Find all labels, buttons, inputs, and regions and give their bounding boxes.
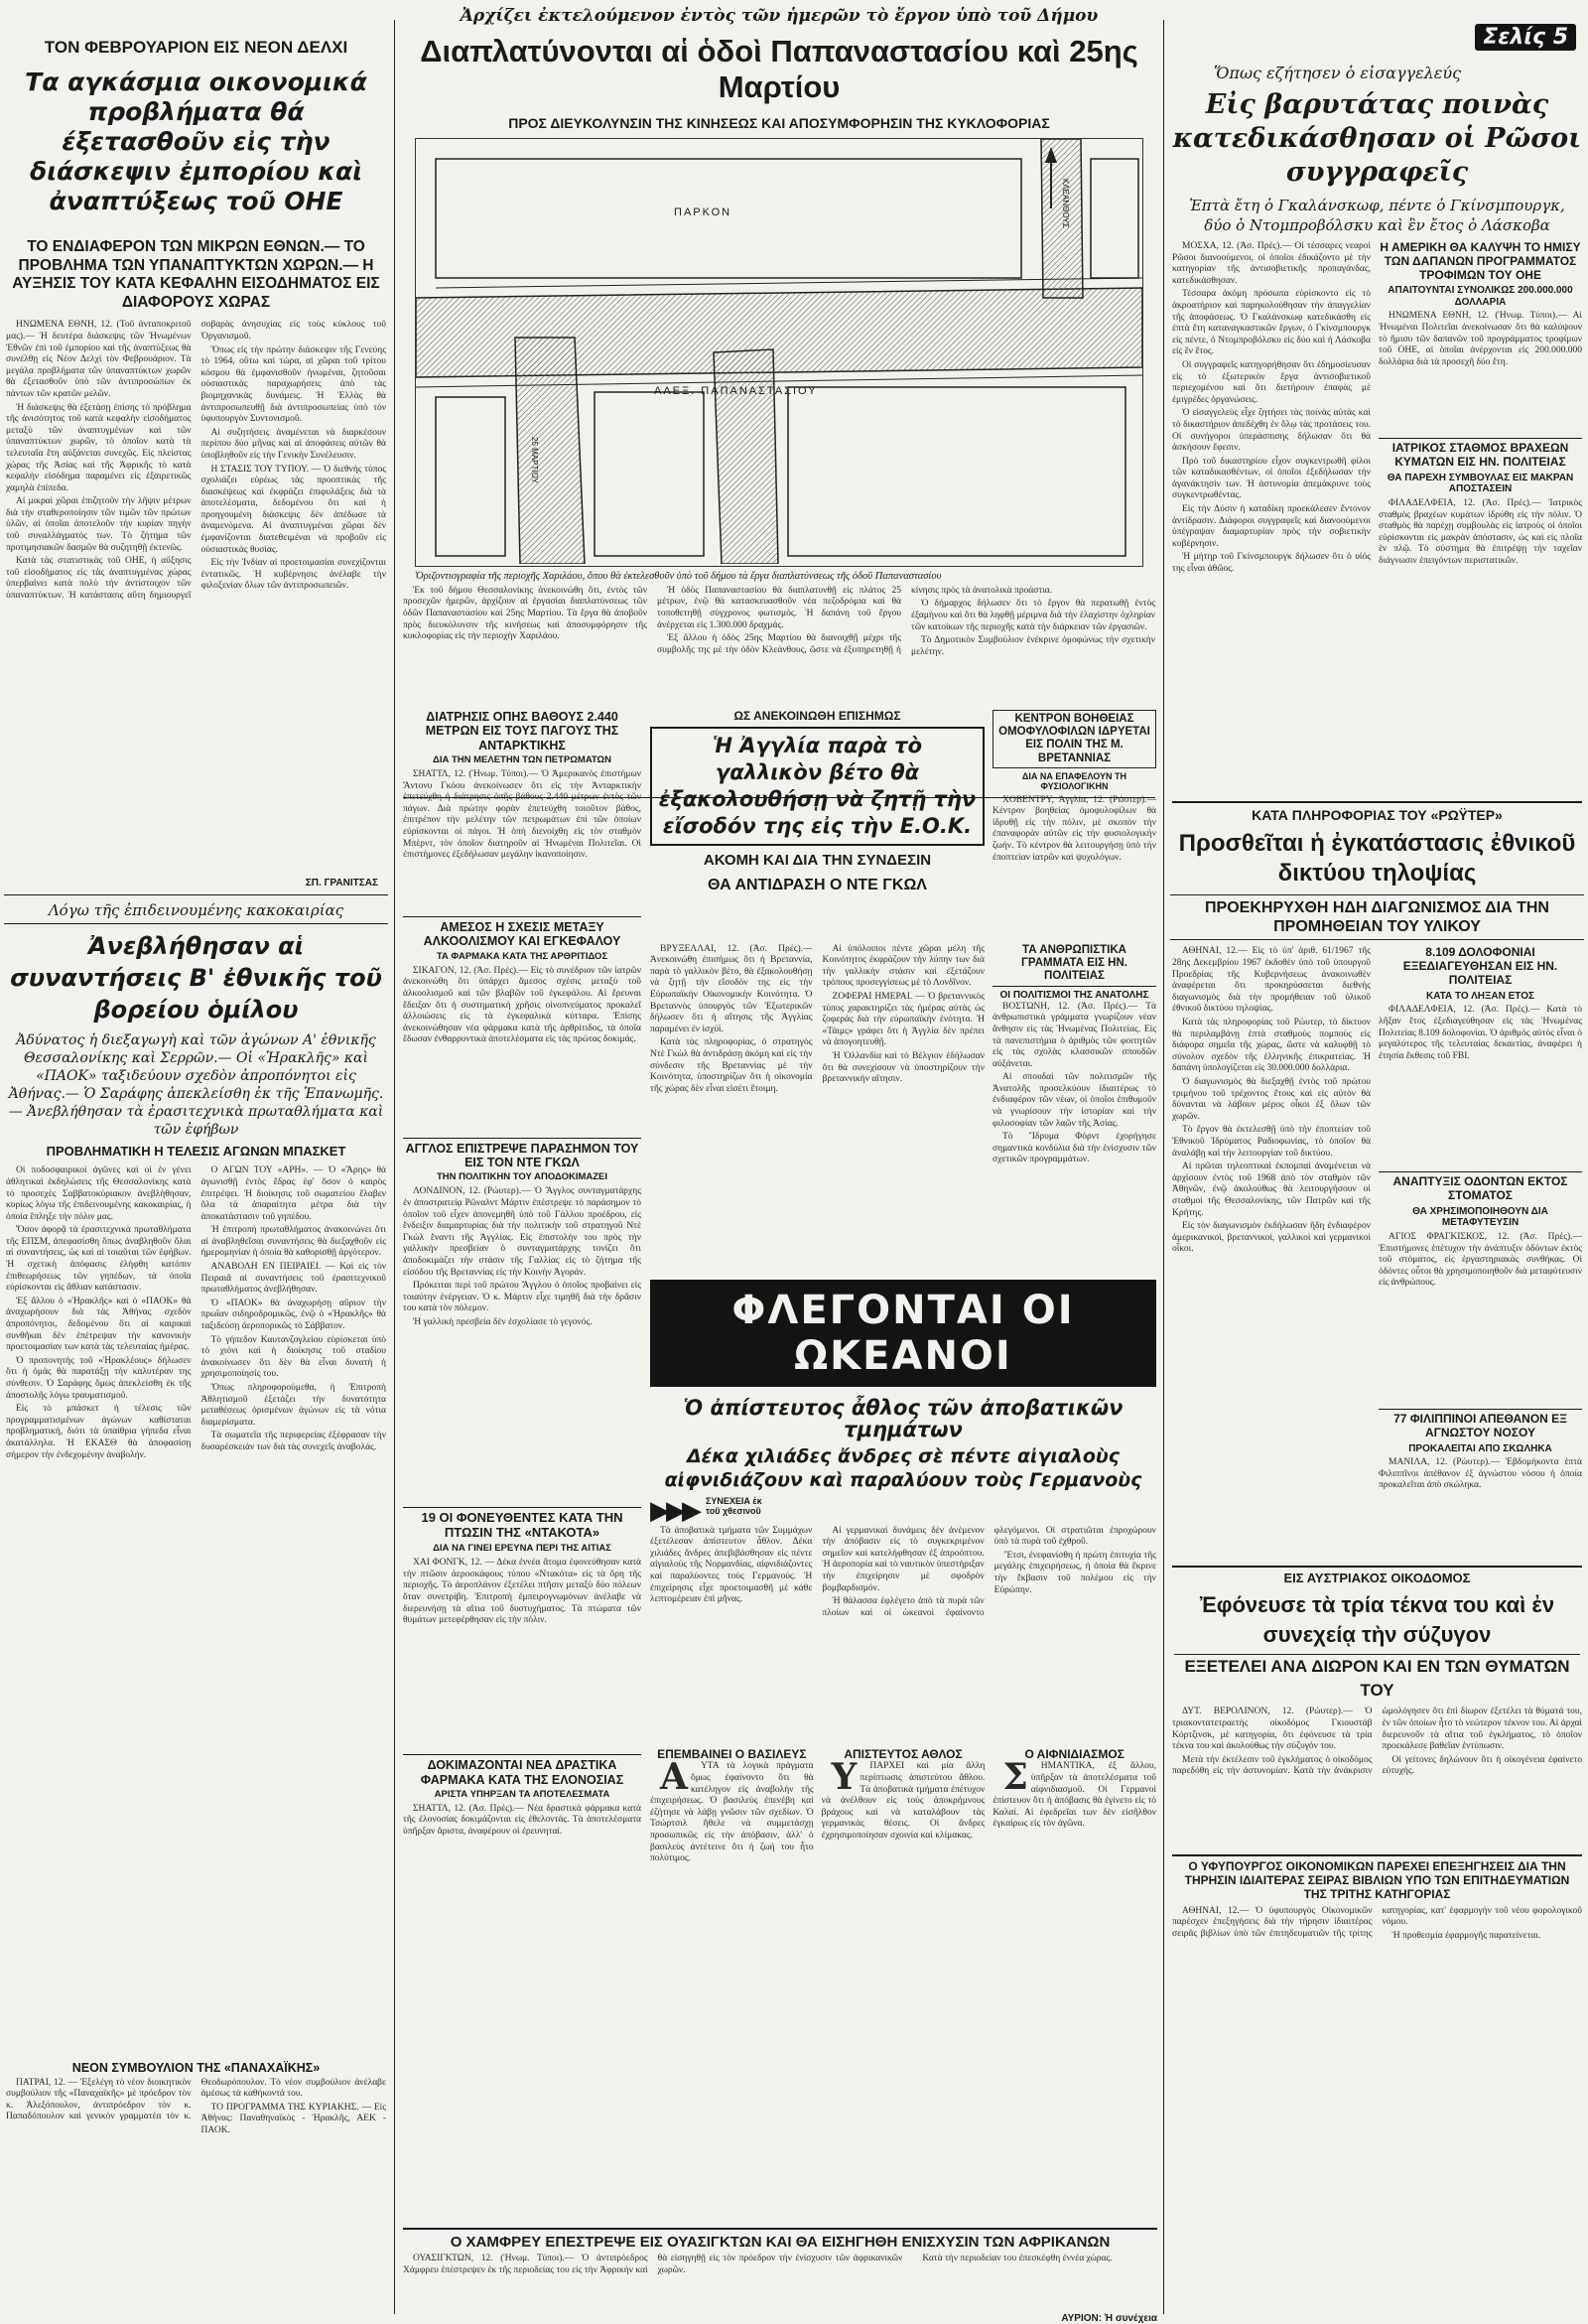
center-body: ΧΟΒΕΝΤΡΥ, Ἀγγλία, 12. (Ρώυτερ).— Κέντρον βοηθείας ὁμοφυλοφίλων θὰ ἱδρυθῇ εἰς τὴν πόλιν, μὲ σκοπὸν τὴν ἐπαναφορὰν αὐτῶν εἰς τὴν φυσιολογικὴν ζωήν. Τὸ κέντρον θὰ λειτουργήσῃ ὑπὸ τὴν ἐποπτείαν ἰατρῶν καὶ ψυχολόγων. <box>992 794 1156 863</box>
surprise-section <box>992 1748 1156 1961</box>
sports-kicker: Λόγω τῆς ἐπιδεινουμένης κακοκαιρίας <box>48 901 344 920</box>
surprise-headline: Ο ΑΙΦΝΙΔΙΑΣΜΟΣ <box>1024 1746 1125 1761</box>
map-caption: Ὁριζοντιογραφία τῆς περιοχῆς Χαριλάου, ὅπου θὰ ἐκτελεσθοῦν ὑπὸ τοῦ δήμου τὰ ἔργα διαπλατύνσεως τῆς ὁδοῦ Παπαναστασίου <box>415 570 942 582</box>
divider <box>1172 801 1582 803</box>
divider <box>403 1754 641 1755</box>
dropcap: Σ <box>1002 1761 1028 1799</box>
king-section <box>650 1748 814 1961</box>
kicker: Ἀρχίζει ἐκτελούμενον ἐντὸς τῶν ἡμερῶν τὸ ἔργον ὑπὸ τοῦ Δήμου <box>460 6 1099 26</box>
drill-subhead: ΔΙΑ ΤΗΝ ΜΕΛΕΤΗΝ ΤΩΝ ΠΕΤΡΩΜΑΤΩΝ <box>432 754 611 766</box>
oceans-sections <box>650 1748 1156 1961</box>
hamfrey-headline: Ο ΧΑΜΦΡΕΥ ΕΠΕΣΤΡΕΨΕ ΕΙΣ ΟΥΑΣΙΓΚΤΩΝ ΚΑΙ ΘΑ ΕΙΣΗΓΗΘΗ ΕΝΙΣΧΥΣΙΝ ΤΩΝ ΑΦΡΙΚΑΝΩΝ <box>450 2234 1111 2251</box>
tomorrow-label: ΑΥΡΙΟΝ: Ἡ συνέχεια <box>1061 2313 1157 2324</box>
official-row <box>650 710 1156 944</box>
arrow-icon: ▶▶▶ <box>650 1495 698 1526</box>
headline: Διαπλατύνονται αἱ ὁδοὶ Παπαναστασίου καὶ 25ης Μαρτίου <box>420 34 1138 104</box>
finance-body: ΑΘΗΝΑΙ, 12.— Ὁ ὑφυπουργὸς Οἰκονομικῶν παρέσχεν ἐπεξηγήσεις διὰ τὴν τήρησιν ἰδιαιτέρας σειρᾶς βιβλίων ὑπὸ τῶν ἐπιτηδευματιῶν τῆς τρίτης κατηγορίας, κατ' ἐφαρμογὴν τοῦ νέου φορολογικοῦ νόμου. Ἡ προθεσμία ἐφαρμογῆς παρατείνεται. <box>1172 1905 1582 1941</box>
drill-headline: ΔΙΑΤΡΗΣΙΣ ΟΠΗΣ ΒΑΘΟΥΣ 2.440 ΜΕΤΡΩΝ ΕΙΣ ΤΟΥΣ ΠΑΓΟΥΣ ΤΗΣ ΑΝΤΑΡΚΤΙΚΗΣ <box>425 710 619 752</box>
street-map-drawing <box>416 139 1142 564</box>
divider <box>1379 1171 1582 1172</box>
subhead: ΤΟ ΕΝΔΙΑΦΕΡΟΝ ΤΩΝ ΜΙΚΡΩΝ ΕΘΝΩΝ.— ΤΟ ΠΡΟΒΛΗΜΑ ΤΩΝ ΥΠΑΝΑΠΤΥΚΤΩΝ ΧΩΡΩΝ.— Η ΑΥΞΗΣΙΣ ΤΟΥ ΚΑΤΑ ΚΕΦΑΛΗΝ ΕΙΣΟΔΗΜΑΤΟΣ ΕΙΣ ΔΙΑΦΟΡΟΥΣ ΧΩΡΑΣ <box>12 238 380 311</box>
usa-subhead: ΑΠΑΙΤΟΥΝΤΑΙ ΣΥΝΟΛΙΚΩΣ 200.000.000 ΔΟΛΛΑΡΙΑ <box>1388 285 1573 308</box>
oceans-row <box>650 1496 1156 1526</box>
lead-headline: Εἰς βαρυτάτας ποινὰς κατεδικάσθησαν οἱ Ρῶσοι συγγραφεῖς <box>1172 89 1582 188</box>
official-kicker: ΩΣ ΑΝΕΚΟΙΝΩΘΗ ΕΠΙΣΗΜΩΣ <box>733 709 901 723</box>
roads-headline: ΑΝΑΠΤΥΞΙΣ ΟΔΟΝΤΩΝ ΕΚΤΟΣ ΣΤΟΜΑΤΟΣ <box>1392 1174 1568 1203</box>
sports-section-2: ΝΕΟΝ ΣΥΜΒΟΥΛΙΟΝ ΤΗΣ «ΠΑΝΑΧΑΪΚΗΣ» <box>71 2061 321 2076</box>
austrian-body: ΔΥΤ. ΒΕΡΟΛΙΝΟΝ, 12. (Ρώυτερ).— Ὁ τριακοντατετραετὴς οἰκοδόμος Γκιουστάβ Κόρτζινσκ, μὲ κατηγορία, ὅτι ἐφόνευσε τὰ τρία τέκνα του καὶ ἀκολούθως τὴν σύζυγόν του. Μετὰ τὴν ἐκτέλεσιν τοῦ ἐγκλήματος ὁ οἰκοδόμος παρεδόθη εἰς τὴν ἀστυνομίαν. Κατὰ τὴν ἀνάκρισιν ὡμολόγησεν ὅτι ἐπὶ δίωρον ἐξετέλει τὰ θύματά του, ἐν τῶν ὁποίων ἦτο τὸ νεώτερον τέκνον του. Αἱ ἀρχαὶ διερευνοῦν τὰ αἴτια τοῦ ἐγκλήματος, τὸ ὁποῖον προεκάλεσε βαθεῖαν ἐντύπωσιν. Οἱ γείτονες δηλώνουν ὅτι ἡ οἰκογένεια ἐφαίνετο εὐτυχής. <box>1172 1707 1582 1777</box>
tax-headline: ΤΑ ΑΝΘΡΩΠΙΣΤΙΚΑ ΓΡΑΜΜΑΤΑ ΕΙΣ ΗΝ. ΠΟΛΙΤΕΙΑΣ <box>1021 943 1127 982</box>
sports-body-2: ΠΑΤΡΑΙ, 12. — Ἐξελέγη τὸ νέον διοικητικὸν συμβούλιον τῆς «Παναχαϊκῆς» μὲ πρόεδρον τὸν κ. Ἀλεξόπουλον, ἀντιπρόεδρον τὸν κ. Παπαδόπουλον καὶ γενικὸν γραμματέα τὸν κ. Θεοδωρόπουλον. Τὸ νέον συμβούλιον ἀνέλαβε ἀμέσως τὰ καθήκοντά του. ΤΟ ΠΡΟΓΡΑΜΜΑ ΤΗΣ ΚΥΡΙΑΚΗΣ. — Εἰς Ἀθήνας: Παναθηναϊκὸς - Ἡρακλῆς, ΑΕΚ - ΠΑΟΚ. <box>6 2077 386 2136</box>
austrian-kicker: ΕΙΣ ΑΥΣΤΡΙΑΚΟΣ ΟΙΚΟΔΟΜΟΣ <box>1283 1571 1471 1586</box>
divider <box>403 916 641 917</box>
column-rule <box>394 20 395 2314</box>
king-headline: ΕΠΕΜΒΑΙΝΕΙ Ο ΒΑΣΙΛΕΥΣ <box>657 1746 807 1761</box>
killed-headline: 19 ΟΙ ΦΟΝΕΥΘΕΝΤΕΣ ΚΑΤΑ ΤΗΝ ΠΤΩΣΙΝ ΤΗΣ «ΝΤΑΚΟΤΑ» <box>421 1510 623 1541</box>
eec-subhead-1: ΑΚΟΜΗ ΚΑΙ ΔΙΑ ΤΗΝ ΣΥΝΔΕΣΙΝ <box>703 851 932 869</box>
sports-headline: Ἀνεβλήθησαν αἱ συναντήσεις Β' ἐθνικῆς τοῦ βορείου ὁμίλου <box>10 932 382 1025</box>
center-article <box>992 710 1156 944</box>
oceans-banner: ΦΛΕΓΟΝΤΑΙ ΟΙ ΩΚΕΑΝΟΙ <box>650 1280 1156 1387</box>
king-body: Α ΥΤΑ τὰ λογικὰ πράγματα ὅμως ἐφαίνοντο ὅτι θὰ κατέληγον εἰς ἀναβολὴν τῆς ἐπιχειρήσεως. Ὁ βασιλεὺς ἐπενέβη καὶ ἐζήτησε νὰ λάβῃ γνῶσιν τῶν σχεδίων. Ὁ Τσώρτσιλ ἤθελε νὰ συμμετάσχῃ προσωπικῶς εἰς τὴν ἀπόβασιν, ἀλλ' ὁ βασιλεὺς ἀντέτεινε ὅτι ἡ ζωή του ἦτο πολύτιμος. <box>650 1761 814 1864</box>
divider <box>4 894 388 895</box>
oceans-subhead: Ὁ ἀπίστευτος ἆθλος τῶν ἀποβατικῶν τμημάτων <box>683 1395 1124 1441</box>
return-subhead: ΤΗΝ ΠΟΛΙΤΙΚΗΝ ΤΟΥ ΑΠΟΔΟΚΙΜΑΖΕΙ <box>436 1171 608 1183</box>
eec-body-row <box>650 944 1156 1272</box>
eec-headline: Ἡ Ἀγγλία παρὰ τὸ γαλλικὸν βέτο θὰ ἐξακολουθήσῃ νὰ ζητῇ τὴν εἴσοδόν της εἰς τὴν Ε.Ο.Κ. <box>658 733 977 838</box>
hamfrey-body: ΟΥΑΣΙΓΚΤΩΝ, 12. (Ἡνωμ. Τύποι).— Ὁ ἀντιπρόεδρος Χάμφρευ ἐπέστρεψεν ἐκ τῆς περιοδείας του εἰς τὴν Ἀφρικὴν καὶ θὰ εἰσηγηθῇ εἰς τὸν πρόεδρον τὴν ἐνίσχυσιν τῶν ἀφρικανικῶν χωρῶν. Κατὰ τὴν περιοδείαν του ἐπεσκέφθη ἐννέα χώρας. <box>403 2254 1113 2275</box>
eec-body: ΒΡΥΞΕΛΛΑΙ, 12. (Ἀσ. Πρές).— Ἀνεκοινώθη ἐπισήμως ὅτι ἡ Βρεταννία, παρὰ τὸ γαλλικὸν βέτο, θὰ ἐξακολουθήσῃ νὰ ζητῇ τὴν εἴσοδόν της εἰς τὴν Εὐρωπαϊκὴν Οἰκονομικὴν Κοινότητα. Ὁ Βρεταννὸς ὑπουργὸς τῶν Ἐξωτερικῶν δήλωσεν ὅτι ἡ αἴτησις τῆς Ἀγγλίας παραμένει ἐν ἰσχύϊ. Κατὰ τὰς πληροφορίας, ὁ στρατηγὸς Ντὲ Γκὼλ θὰ ἀντιδράσῃ ἀκόμη καὶ εἰς τὴν σύνδεσιν τῆς Βρεταννίας μὲ τὴν Κοινότητα, ὑποστηρίζων ὅτι ἡ οἰκονομία τῆς χώρας δὲν εἶναι εἰσέτι ἕτοιμη. Αἱ ὑπόλοιποι πέντε χῶραι μέλη τῆς Κοινότητος ἐκφράζουν τὴν λύπην των διὰ τὴν γαλλικὴν στάσιν καὶ ἐξετάζουν τρόπους προσεγγίσεως μὲ τὸ Λονδῖνον. ΖΟΦΕΡΑΙ ΗΜΕΡΑΙ. — Ὁ βρεταννικὸς τύπος χαρακτηρίζει τὰς ἡμέρας αὐτὰς ὡς ζοφεράς διὰ τὴν εὐρωπαϊκὴν ἑνότητα. Ἡ «Τάιμς» γράφει ὅτι ἡ Ἀγγλία δὲν πρέπει νὰ ἀπογοητευθῇ. Ἡ Ὁλλανδία καὶ τὸ Βέλγιον ἐδήλωσαν ὅτι θὰ συνεχίσουν νὰ ὑποστηρίζουν τὴν βρεταννικὴν αἴτησιν. <box>650 943 985 1094</box>
drug-body: ΣΗΑΤΤΛ, 12. (Ἀσ. Πρές).— Νέα δραστικὰ φάρμακα κατὰ τῆς ἑλονοσίας δοκιμάζονται εἰς ἐθελοντάς. Τὰ ἀποτελέσματα ὑπῆρξαν ἄριστα, ἀναφέρουν οἱ ἐρευνηταί. <box>403 1803 641 1838</box>
lead-row <box>1166 241 1588 797</box>
return-body: ΛΟΝΔΙΝΟΝ, 12. (Ρώυτερ).— Ὁ Ἄγγλος συνταγματάρχης ἐν ἀποστρατείᾳ Ρῶναλντ Μάρτιν ἐπέστρεψε τὸ παράσημον τὸ ὁποῖον τοῦ εἶχεν ἀπονεμηθῆ ὑπὸ τοῦ Γάλλου προέδρου, εἰς ἔνδειξιν διαμαρτυρίας διὰ τὴν πολιτικὴν τοῦ στρατηγοῦ Ντὲ Γκὼλ ἔναντι τῆς Ἀγγλίας. Εἰς ἐπιστολήν του πρὸς τὴν γαλλικὴν πρεσβείαν ὁ συνταγματάρχης τονίζει ὅτι ἀποδοκιμάζει τὴν στάσιν τῆς Γαλλίας εἰς τὸ ζήτημα τῆς εἰσόδου τῆς Βρεταννίας εἰς τὴν Κοινὴν Ἀγοράν. Πρόκειται περὶ τοῦ πρώτου Ἄγγλου ὁ ὁποῖος προβαίνει εἰς τοιαύτην ἐνέργειαν. Ὁ κ. Μάρτιν εἶχε τιμηθῆ διὰ τὴν δρᾶσιν του κατὰ τὸν πόλεμον. Ἡ γαλλικὴ πρεσβεία δὲν ἐσχολίασε τὸ γεγονός. <box>403 1186 641 1327</box>
right-stack <box>1379 241 1582 797</box>
column-right <box>1166 0 1588 2324</box>
mad-body: ΜΑΝΙΛΑ, 12. (Ρώυτερ).— Ἑβδομήκοντα ἑπτὰ Φιλιππῖνοι ἀπέθανον ἐξ ἀγνώστου νόσου ἡ ὁποία προκαλεῖται ἀπὸ σκώληκα. <box>1379 1457 1582 1491</box>
map-label-side-2: 25 ΜΑΡΤΙΟΥ <box>530 436 539 483</box>
headline: Τα αγκάσμια οικονομικά προβλήματα θά έξετασθοῦν εἰς τὴν διάσκεψιν ἐμπορίου καὶ ἀναπτύξεως τοῦ ΟΗΕ <box>25 68 367 215</box>
roads-subhead: ΘΑ ΧΡΗΣΙΜΟΠΟΙΗΘΟΥΝ ΔΙΑ ΜΕΤΑΦΥΤΕΥΣΙΝ <box>1412 1205 1548 1229</box>
feat-body: Υ ΠΑΡΧΕΙ καὶ μία ἄλλη περίπτωσις ἀπιστεύτου ἄθλου. Τὰ ἀποβατικὰ τμήματα ἐπέτυχον νὰ ἀνέλθουν εἰς τοὺς ἀποκρήμνους βράχους καὶ νὰ καταλάβουν τὰς γερμανικὰς θέσεις. Οἱ ἄνδρες ἐχρησιμοποίησαν σχοινία καὶ κλίμακας. <box>821 1761 986 1842</box>
usa-headline: Η ΑΜΕΡΙΚΗ ΘΑ ΚΑΛΥΨΗ ΤΟ ΗΜΙΣΥ ΤΩΝ ΔΑΠΑΝΩΝ ΠΡΟΓΡΑΜΜΑΤΟΣ ΤΡΟΦΙΜΩΝ ΤΟΥ ΟΗΕ <box>1380 240 1581 282</box>
roads-body: ΑΓΙΟΣ ΦΡΑΓΚΙΣΚΟΣ, 12. (Ἀσ. Πρές).— Ἐπιστήμονες ἐπέτυχον τὴν ἀνάπτυξιν ὀδόντων ἐκτὸς τοῦ στόματος, εἰς ἐργαστηριακὰς συνθήκας. Οἱ ὀδόντες οὗτοι θὰ χρησιμοποιηθοῦν διὰ μεταφύτευσιν εἰς ἀνθρώπους. <box>1379 1231 1582 1289</box>
page-number-badge: Σελίς 5 <box>1475 24 1576 51</box>
article-body: ΗΝΩΜΕΝΑ ΕΘΝΗ, 12. (Τοῦ ἀνταποκριτοῦ μας).— Ἡ δευτέρα διάσκεψις τῶν Ἡνωμένων Ἐθνῶν ἐπὶ τοῦ ἐμπορίου καὶ τῆς ἀναπτύξεως θὰ συνέλθῃ εἰς Νέον Δελχί τὸν Φεβρουάριον. Τὰ μεγάλα προβλήματα τῶν ὑπαναπτύκτων χωρῶν θὰ ἐξετασθοῦν ὑπὸ τῶν ἀντιπροσώπων ἐκ πάντων τῶν κρατῶν μελῶν. Ἡ διάσκεψις θὰ ἐξετάσῃ ἐπίσης τὸ πρόβλημα τῆς ἀνισότητος τοῦ κατὰ κεφαλὴν εἰσοδήματος μεταξὺ τῶν ἀναπτυγμένων καὶ τῶν ὑπαναπτύκτων χωρῶν, τὸ ὁποῖον κατὰ τὰ τελευταῖα ἔτη αὐξάνεται συνεχῶς. Εἰς πλείστας χώρας τῆς Ἀσίας καὶ τῆς Ἀφρικῆς τὸ κατὰ κεφαλὴν εἰσόδημα παραμένει εἰς ἐξαιρετικῶς χαμηλὰ ἐπίπεδα. Αἱ μικραὶ χῶραι ἐπιζητοῦν τὴν λῆψιν μέτρων διὰ τὴν σταθεροποίησιν τῶν τιμῶν τῶν πρώτων ὑλῶν, αἱ ὁποῖαι ἀποτελοῦν τὴν κυρίαν πηγὴν τοῦ συναλλάγματός των. Τὸ ζήτημα τῶν προτιμησιακῶν δασμῶν θὰ συζητηθῇ ἐκτενῶς. Κατὰ τὰς στατιστικὰς τοῦ ΟΗΕ, ἡ αὔξησις τοῦ εἰσοδήματος εἰς τὰς ἀναπτυγμένας χώρας ὑπερβαίνει κατὰ πολὺ τὴν ἀντίστοιχον τῶν ὑπαναπτύκτων. Ἡ κατάστασις αὕτη δημιουργεῖ σοβαρὰς ἀνησυχίας εἰς τοὺς κύκλους τοῦ Ὀργανισμοῦ. Ὅπως εἰς τὴν πρώτην διάσκεψιν τῆς Γενεύης τὸ 1964, οὕτω καὶ τώρα, αἱ χῶραι τοῦ τρίτου κόσμου θὰ ἐμφανισθοῦν ἡνωμέναι, ζητοῦσαι οὐσιαστικὰς παραχωρήσεις ἀπὸ τὰς βιομηχανικὰς δυνάμεις. Ἡ Ἑλλὰς θὰ ἀντιπροσωπευθῇ διὰ ἀντιπροσωπείας ὑπὸ τὸν ὑφυπουργὸν Συντονισμοῦ. Αἱ συζητήσεις ἀναμένεται νὰ διαρκέσουν περίπου δύο μῆνας καὶ αἱ ἀποφάσεις αὐτῶν θὰ ὑποβληθοῦν εἰς τὴν Γενικὴν Συνέλευσιν. Η ΣΤΑΣΙΣ ΤΟΥ ΤΥΠΟΥ. — Ὁ διεθνὴς τύπος σχολιάζει εὐρέως τὰς προοπτικὰς τῆς διασκέψεως καὶ ἐκφράζει ἐπιφυλάξεις διὰ τὰ ἀποτελέσματα, δεδομένου ὅτι καὶ ἡ προηγουμένη διάσκεψις δὲν ἀπέδωσε τὰ ἀναμενόμενα. Αἱ ἀναπτυγμέναι χῶραι δὲν ἐμφανίζονται διατεθειμέναι νὰ προβοῦν εἰς οὐσιαστικὰς θυσίας. Εἰς τὴν Ἰνδίαν αἱ προετοιμασίαι συνεχίζονται ἐντατικῶς. Ἡ κυβέρνησις ἀνέλαβε τὴν φιλοξενίαν ὅλων τῶν ἀντιπροσωπειῶν. <box>6 320 386 602</box>
medical-body: ΦΙΛΑΔΕΛΦΕΙΑ, 12. (Ἀσ. Πρές).— Ἰατρικὸς σταθμὸς βραχέων κυμάτων ἱδρύθη εἰς τὴν πόλιν. Ὁ σταθμὸς θὰ παρέχῃ συμβουλὰς εἰς ἰατροὺς οἱ ὁποῖοι εὑρίσκονται εἰς μακρὰν ἀπόστασιν, ὡς καὶ εἰς πλοῖα ἐν πλῷ. Τὸ σύστημα θὰ ἐπιτρέψῃ τὴν ταχεῖαν διάγνωσιν ἐπειγόντων περιστατικῶν. <box>1379 497 1582 566</box>
lead-subhead: Ἑπτὰ ἔτη ὁ Γκαλάνσκωφ, πέντε ὁ Γκίνσμπουργκ, δύο ὁ Ντομπροβόλσκυ καὶ ἓν ἔτος ὁ Λάσκοβα <box>1189 197 1565 234</box>
sports-section: ΠΡΟΒΛΗΜΑΤΙΚΗ Η ΤΕΛΕΣΙΣ ΑΓΩΝΩΝ ΜΠΑΣΚΕΤ <box>46 1144 346 1160</box>
divider <box>4 923 388 924</box>
column-left <box>0 0 392 2324</box>
dropcap: Υ <box>831 1761 858 1799</box>
map-label-side: ΚΛΕΑΝΘΟΥΣ <box>1061 178 1070 228</box>
divider <box>403 1507 641 1508</box>
heart-subhead: ΤΑ ΦΑΡΜΑΚΑ ΚΑΤΑ ΤΗΣ ΑΡΘΡΙΤΙΔΟΣ <box>436 950 608 962</box>
heart-headline: ΑΜΕΣΟΣ Η ΣΧΕΣΙΣ ΜΕΤΑΞΥ ΑΛΚΟΟΛΙΣΜΟΥ ΚΑΙ ΕΓΚΕΦΑΛΟΥ <box>423 920 621 949</box>
killed-subhead: ΔΙΑ ΝΑ ΓΙΝΕΙ ΕΡΕΥΝΑ ΠΕΡΙ ΤΗΣ ΑΙΤΙΑΣ <box>433 1543 611 1555</box>
divider <box>1172 1566 1582 1568</box>
map-label-street: ΑΛΕΞ. ΠΑΠΑΝΑΣΤΑΣΙΟΥ <box>654 384 818 397</box>
usa-body: ΗΝΩΜΕΝΑ ΕΘΝΗ, 12. (Ἡνωμ. Τύποι).— Αἱ Ἡνωμέναι Πολιτεῖαι ἀνεκοίνωσαν ὅτι θὰ καλύψουν τὸ ἥμισυ τῶν δαπανῶν τοῦ προγράμματος τροφίμων τοῦ ΟΗΕ, αἱ ὁποῖαι ἀνέρχονται εἰς 200.000.000 δολλάρια διὰ τὰ προσεχῆ δύο ἔτη. <box>1379 311 1582 367</box>
medical-subhead: ΘΑ ΠΑΡΕΧΗ ΣΥΜΒΟΥΛΑΣ ΕΙΣ ΜΑΚΡΑΝ ΑΠΟΣΤΑΣΕΙΝ <box>1387 472 1574 495</box>
tax-article <box>992 944 1156 1272</box>
drug-subhead: ΑΡΙΣΤΑ ΥΠΗΡΞΑΝ ΤΑ ΑΠΟΤΕΛΕΣΜΑΤΑ <box>434 1788 610 1800</box>
left-subcolumn <box>403 710 641 1918</box>
right-subcolumn <box>650 710 1156 1960</box>
tv-row <box>1166 946 1588 1562</box>
finance-headline: Ο ΥΦΥΠΟΥΡΓΟΣ ΟΙΚΟΝΟΜΙΚΩΝ ΠΑΡΕΧΕΙ ΕΠΕΞΗΓΗΣΕΙΣ ΔΙΑ ΤΗΝ ΤΗΡΗΣΙΝ ΙΔΙΑΙΤΕΡΑΣ ΣΕΙΡΑΣ ΒΙΒΛΙΩΝ ΥΠΟ ΤΩΝ ΕΠΙΤΗΔΕΥΜΑΤΙΩΝ ΤΗΣ ΤΡΙΤΗΣ ΚΑΤΗΓΟΡΙΑΣ <box>1184 1859 1570 1901</box>
killed-body: ΧΑΙ ΦΟΝΓΚ, 12. — Δέκα ἐννέα ἄτομα ἐφονεύθησαν κατὰ τὴν πτῶσιν ἀεροσκάφους τύπου «Ντακότα» εἰς τὰ ὄρη τῆς περιοχῆς. Τὸ ἀεροπλάνον ἐξετέλει πτῆσιν μεταξὺ δύο πόλεων ὅταν συνετρίβη. Ἐπιτροπὴ ἐμπειρογνωμόνων ἀνέλαβε νὰ διερευνήσῃ τὰ αἴτια τοῦ δυστυχήματος. Τὰ πτώματα τῶν θυμάτων μετεφέρθησαν εἰς τὴν πόλιν. <box>403 1558 641 1626</box>
lead-body: ΜΟΣΧΑ, 12. (Ἀσ. Πρές).— Οἱ τέσσαρες νεαροὶ Ρῶσοι διανοούμενοι, οἱ ὁποῖοι ἐδικάζοντο μὲ τὴν κατηγορίαν τῆς ἀντισοβιετικῆς προπαγάνδας, κατεδικάσθησαν. Τέσσαρα ἀκόμη πρόσωπα εὑρίσκοντο εἰς τὸ ἀκροατήριον καὶ παρηκολούθησαν τὴν ἀπαγγελίαν τῆς ἀποφάσεως. Ὁ Γκαλάνσκωφ κατεδικάσθη εἰς ἑπτὰ ἔτη καταναγκαστικῶν ἔργων, ὁ Γκίνσμπουργκ εἰς πέντε, ὁ Ντομπροβόλσκυ εἰς δύο καὶ ἡ Λάσκοβα εἰς ἓν ἔτος. Οἱ συγγραφεῖς κατηγορήθησαν ὅτι ἐδημοσίευσαν εἰς τὸ ἐξωτερικὸν ἔργα ἀντισοβιετικοῦ περιεχομένου καὶ ὅτι διετήρουν ἐπαφὰς μὲ ἐμιγρέδες ὀργανώσεις. Ὁ εἰσαγγελεὺς εἶχε ζητήσει τὰς ποινὰς αὐτὰς καὶ τὸ δικαστήριον ἀπεδέχθη ἐν ὅλῳ τὰς προτάσεις του. Οἱ συνήγοροι ὑπεράσπισης δήλωσαν ὅτι θὰ ἀσκήσουν ἔφεσιν. Πρὸ τοῦ δικαστηρίου εἶχον συγκεντρωθῆ φίλοι τῶν καταδικασθέντων, οἱ ὁποῖοι ἐξεδήλωσαν τὴν ἀγανάκτησίν των. Ἡ ἀστυνομία ἀπεμάκρυνε τοὺς συγκεντρωθέντας. Εἰς τὴν Δύσιν ἡ καταδίκη προεκάλεσεν ἔντονον ἀντίδρασιν. Διάφοροι συγγραφεῖς καὶ διανοούμενοι ὑπέγραψαν διαμαρτυρίαν πρὸς τὴν σοβιετικὴν κυβέρνησιν. Ἡ μήτηρ τοῦ Γκίνσμπουργκ δήλωσεν ὅτι ὁ υἱός της εἶναι ἀθῶος. <box>1172 241 1371 575</box>
divider <box>1379 1409 1582 1410</box>
dropcap: Α <box>660 1761 688 1799</box>
mad-headline: 77 ΦΙΛΙΠΠΙΝΟΙ ΑΠΕΘΑΝΟΝ ΕΞ ΑΓΝΩΣΤΟΥ ΝΟΣΟΥ <box>1393 1411 1567 1439</box>
center-subhead: ΔΙΑ ΝΑ ΕΠΑΦΕΛΟΥΝ ΤΗ ΦΥΣΙΟΛΟΓΙΚΗΝ <box>1021 770 1127 792</box>
eec-subhead-2: ΘΑ ΑΝΤΙΔΡΑΣΗ Ο ΝΤΕ ΓΚΩΛ <box>708 876 927 893</box>
drug-headline: ΔΟΚΙΜΑΖΟΝΤΑΙ ΝΕΑ ΔΡΑΣΤΙΚΑ ΦΑΡΜΑΚΑ ΚΑΤΑ ΤΗΣ ΕΛΟΝΟΣΙΑΣ <box>420 1758 624 1787</box>
tv-subhead: ΠΡΟΕΚΗΡΥΧΘΗ ΗΔΗ ΔΙΑΓΩΝΙΣΜΟΣ ΔΙΑ ΤΗΝ ΠΡΟΜΗΘΕΙΑΝ ΤΟΥ ΥΛΙΚΟΥ <box>1170 894 1584 940</box>
column-center <box>397 0 1161 2324</box>
austrian-subhead: ΕΞΕΤΕΛΕΙ ΑΝΑ ΔΙΩΡΟΝ ΚΑΙ ΕΝ ΤΩΝ ΘΥΜΑΤΩΝ ΤΟΥ <box>1174 1654 1580 1703</box>
divider <box>403 2228 1157 2230</box>
map-article-body: Ἐκ τοῦ δήμου Θεσσαλονίκης ἀνεκοινώθη ὅτι, ἐντὸς τῶν προσεχῶν ἡμερῶν, ἀρχίζουν αἱ ἐργασίαι διαπλατύνσεως τῶν ὁδῶν Παπαναστασίου καὶ 25ης Μαρτίου. Τὰ ἔργα θὰ ἀποβοῦν πρὸς διευκόλυνσιν τῆς κινήσεως καὶ ἀποσυμφόρησιν τῆς κυκλοφορίας εἰς τὴν περιοχὴν Χαριλάου. Ἡ ὁδὸς Παπαναστασίου θὰ διαπλατυνθῇ εἰς πλάτος 25 μέτρων, ἐνῷ θὰ κατασκευασθοῦν νέα πεζοδρόμια καὶ θὰ τοποθετηθῇ σύγχρονος φωτισμός. Ἡ δαπάνη τοῦ ἔργου ἀνέρχεται εἰς 1.300.000 δραχμάς. Ἐξ ἄλλου ἡ ὁδὸς 25ης Μαρτίου θὰ διανοιχθῇ μέχρι τῆς συμβολῆς της μὲ τὴν ὁδὸν Κλεάνθους, ὥστε νὰ ἐξυπηρετηθῇ ἡ κίνησις πρὸς τὰ ἀνατολικὰ προάστια. Ὁ δήμαρχος δήλωσεν ὅτι τὸ ἔργον θὰ περατωθῇ ἐντὸς ἐξαμήνου καὶ ὅτι θὰ ληφθῇ μέριμνα διὰ τὴν ἐλαχίστην ὀχληρίαν τῶν κατοίκων τῆς περιοχῆς κατὰ τὴν διάρκειαν τῶν ἐργασιῶν. Τὸ Δημοτικὸν Συμβούλιον ἐνέκρινε ὁμοφώνως τὴν σχετικὴν μελέτην. <box>403 585 1155 657</box>
sports-body: Οἱ ποδοσφαιρικοὶ ἀγῶνες καὶ οἱ ἐν γένει ἀθλητικαὶ ἐκδηλώσεις τῆς Θεσσαλονίκης κατὰ τὸ προσεχὲς Σαββατοκύριακον ἀνεβλήθησαν, κυρίως λόγω τῆς ἐπιδεινουμένης κακοκαιρίας, ἡ ὁποία ἔπληξε τὴν πόλιν μας. Ὅσον ἀφορᾷ τὰ ἐρασιτεχνικὰ πρωταθλήματα τῆς ΕΠΣΜ, ἀπεφασίσθη ὅπως ἀναβληθοῦν ὅλαι αἱ συναντήσεις, ὡς καὶ αἱ τοιαῦται τῶν ἐφήβων. Ἡ σχετικὴ ἀπόφασις ἐλήφθη κατόπιν ἐπιθεωρήσεως τῶν γηπέδων, τὰ ὁποῖα εὑρίσκονται εἰς ἄθλιαν κατάστασιν. Ἐξ ἄλλου ὁ «Ἡρακλῆς» καὶ ὁ «ΠΑΟΚ» θὰ ἀναχωρήσουν διὰ τὰς Ἀθήνας σχεδὸν ἀπροπόνητοι, δεδομένου ὅτι αἱ καιρικαὶ συνθῆκαι δὲν ἐπέτρεψαν τὴν κανονικὴν προετοιμασίαν των κατὰ τὰς τελευταίας ἡμέρας. Ὁ προπονητὴς τοῦ «Ἡρακλέους» δήλωσεν ὅτι ἡ ὁμὰς θὰ παρατάξῃ τὴν καλυτέραν της σύνθεσιν. Ὁ Σαράφης ὅμως ἀπεκλείσθη ἐκ τῆς ἀποστολῆς λόγω τραυματισμοῦ. Εἰς τὸ μπάσκετ ἡ τέλεσις τῶν προγραμματισμένων ἀγώνων καθίσταται προβληματική, διότι τὰ ὑπαίθρια γήπεδα εἶναι ἀκατάλληλα. Ἡ ΕΚΑΣΘ θὰ ἀποφασίσῃ σήμερον τὴν ἐνδεχομένην ἀναβολήν. Ο ΑΓΩΝ ΤΟΥ «ΑΡΗ». — Ὁ «Ἄρης» θὰ ἀγωνισθῇ ἐντὸς ἕδρας ἐφ' ὅσον ὁ καιρὸς ἐπιτρέψει. Ἡ διοίκησις τοῦ σωματείου ἔλαβεν ὅλα τὰ ἀπαραίτητα μέτρα διὰ τὴν ἀποκατάστασιν τοῦ γηπέδου. Ἡ ἐπιτροπὴ πρωταθλήματος ἀνακοινώνει ὅτι αἱ ἀναβληθεῖσαι συναντήσεις θὰ διεξαχθοῦν εἰς ἡμερομηνίαν ἡ ὁποία θὰ καθορισθῇ ἀργότερον. ΑΝΑΒΟΛΗ ΕΝ ΠΕΙΡΑΙΕΙ. — Καὶ εἰς τὸν Πειραιᾶ αἱ συναντήσεις τοῦ ἐρασιτεχνικοῦ πρωταθλήματος ἀνεβλήθησαν. Ὁ «ΠΑΟΚ» θὰ ἀναχωρήσῃ αὔριον τὴν πρωΐαν σιδηροδρομικῶς, ἐνῷ ὁ «Ἡρακλῆς» θὰ ταξιδεύσῃ ἀεροπορικῶς τὸ Σάββατον. Τὸ γήπεδον Καυτανζογλείου εὑρίσκεται ὑπὸ τὸ χιόνι καὶ ἡ διοίκησις τοῦ σταδίου ἀνακοίνωσεν ὅτι δὲν θὰ εἶναι δυνατὴ ἡ χρησιμοποίησίς του. Ὅπως πληροφορούμεθα, ἡ Ἐπιτροπὴ Ἀθλητισμοῦ ἐξετάζει τὴν δυνατότητα μεταθέσεως ὁρισμένων ἀγώνων εἰς τὰ νότια διαμερίσματα. Τὰ σωματεῖα τῆς περιφερείας ἐξέφρασαν τὴν δυσαρέσκειάν των διὰ τὰς συνεχεῖς ἀναβολάς. <box>6 1165 386 1460</box>
kicker: ΤΟΝ ΦΕΒΡΟΥΑΡΙΟΝ ΕΙΣ ΝΕΟΝ ΔΕΛΧΙ <box>44 38 348 57</box>
subhead: ΠΡΟΣ ΔΙΕΥΚΟΛΥΝΣΙΝ ΤΗΣ ΚΙΝΗΣΕΩΣ ΚΑΙ ΑΠΟΣΥΜΦΟΡΗΣΙΝ ΤΗΣ ΚΥΚΛΟΦΟΡΙΑΣ <box>508 115 1050 131</box>
oceans-body: Τὰ ἀποβατικὰ τμήματα τῶν Συμμάχων ἐξετέλεσαν ἀπίστευτον ἆθλον. Δέκα χιλιάδες ἄνδρες ἀπεβιβάσθησαν εἰς πέντε αἰγιαλοὺς τῆς Νορμανδίας, αἰφνιδιάζοντες καὶ παραλύοντες τοὺς Γερμανούς. Ἡ ἐπιχείρησις εἶχε προετοιμασθῆ μὲ κάθε λεπτομέρειαν ἐπὶ μῆνας. Αἱ γερμανικαὶ δυνάμεις δὲν ἀνέμενον τὴν ἀπόβασιν εἰς τὸ συγκεκριμένον σημεῖον καὶ κατελήφθησαν ἐξ ἀπροόπτου. Ἡ ἀεροπορία καὶ τὸ ναυτικὸν ὑπεστήριξαν τὴν ἐπιχείρησιν μὲ σφοδρὸν βομβαρδισμόν. Ἡ θάλασσα ἐφλέγετο ἀπὸ τὰ πυρὰ τῶν πλοίων καὶ οἱ ὠκεανοὶ ἐφαίνοντο φλεγόμενοι. Οἱ στρατιῶται ἐπροχώρουν ὑπὸ τὰ πυρὰ τοῦ ἐχθροῦ. Ἔτσι, ἐνεφανίσθη ἡ πρώτη ἐπιτυχία τῆς μεγάλης ἐπιχειρήσεως, ἡ ὁποία θὰ ἔκρινε τὴν ἔκβασιν τοῦ πολέμου εἰς τὴν Εὐρώπην. <box>650 1525 1156 1618</box>
center-headline: ΚΕΝΤΡΟΝ ΒΟΗΘΕΙΑΣ ΟΜΟΦΥΛΟΦΙΛΩΝ ΙΔΡΥΕΤΑΙ ΕΙΣ ΠΟΛΙΝ ΤΗΣ Μ. ΒΡΕΤΑΝΝΙΑΣ <box>992 710 1156 768</box>
column-rule <box>1163 20 1164 2314</box>
mayor-headline: ΟΙ ΠΟΛΙΤΙΣΜΟΙ ΤΗΣ ΑΝΑΤΟΛΗΣ <box>999 990 1149 1002</box>
tv-right-stack <box>1379 946 1582 1562</box>
feat-section <box>822 1748 986 1961</box>
return-headline: ΑΓΓΛΟΣ ΕΠΙΣΤΡΕΨΕ ΠΑΡΑΣΗΜΟΝ ΤΟΥ ΕΙΣ ΤΟΝ ΝΤΕ ΓΚΩΛ <box>405 1141 639 1170</box>
oceans-subhead-2: Δέκα χιλιάδες ἄνδρες σὲ πέντε αἰγιαλοὺς αἰφνιδιάζουν καὶ παραλύουν τοὺς Γερμανοὺς <box>664 1444 1142 1491</box>
bottom-strip <box>403 2224 1157 2324</box>
sports-subhead: Ἀδύνατος ἡ διεξαγωγὴ καὶ τῶν ἀγώνων Α' ἐθνικῆς Θεσσαλονίκης καὶ Σερρῶν.— Οἱ «Ἡρακλῆς» καὶ «ΠΑΟΚ» ταξιδεύουν σχεδὸν ἀπροπόνητοι εἰς Ἀθήνας.— Ὁ Σαράφης ἀπεκλείσθη ἐκ τῆς Ἐπανωμῆς.— Ἀνεβλήθησαν τὰ ἐρασιτεχνικὰ πρωταθλήματα καὶ τῶν ἐφήβων <box>8 1032 384 1139</box>
continuation-label: ΣΥΝΕΧΕΙΑ ἐκ τοῦ χθεσινοῦ <box>706 1495 762 1516</box>
map-label-park: ΠΑΡΚΟΝ <box>674 205 732 218</box>
tax-body: ΒΟΣΤΩΝΗ, 12. (Ἀσ. Πρές).— Τὰ ἀνθρωπιστικὰ γράμματα γνωρίζουν νέαν ἄνθησιν εἰς τὰς Ἡνωμένας Πολιτείας. Εἰς τὰ πανεπιστήμια ὁ ἀριθμὸς τῶν φοιτητῶν εἰς τὰς σχολὰς κλασσικῶν σπουδῶν αὐξάνεται. Αἱ σπουδαὶ τῶν πολιτισμῶν τῆς Ἀνατολῆς προσελκύουν ἰδιαιτέρως τὸ ἐνδιαφέρον τῶν νέων, οἱ ὁποῖοι ἐπιθυμοῦν νὰ γνωρίσουν τὴν ἱστορίαν καὶ τὴν φιλοσοφίαν τῶν λαῶν τῆς Ἀσίας. Τὸ Ἵδρυμα Φόρντ ἐχορήγησε σημαντικὰ κονδύλια διὰ τὴν ἐνίσχυσιν τῶν σχετικῶν προγραμμάτων. <box>992 1001 1156 1165</box>
medical-headline: ΙΑΤΡΙΚΟΣ ΣΤΑΘΜΟΣ ΒΡΑΧΕΩΝ ΚΥΜΑΤΩΝ ΕΙΣ ΗΝ. ΠΟΛΙΤΕΙΑΣ <box>1391 441 1569 470</box>
eec-box <box>650 727 985 846</box>
divider <box>403 1138 641 1139</box>
drill-body: ΣΗΑΤΤΛ, 12. (Ἡνωμ. Τύποι).— Ὁ Ἀμερικανὸς ἐπιστήμων Ἄντονυ Γκόου ἀνεκοίνωσεν ὅτι εἰς τὴν Ἀνταρκτικὴν ἐπετεύχθη ἡ διάτρησις ὀπῆς βάθους 2.440 μέτρων ἐντὸς τῶν πάγων. Διὰ πρώτην φορὰν ἐπετεύχθη τοιοῦτον βάθος, ἐπιτρέπον τὴν μελέτην τῶν πετρωμάτων ἐπὶ τῶν ὁποίων εὑρίσκονται οἱ πάγοι. Ἡ ὀπὴ διενοίχθη εἰς τὸν σταθμὸν Μπὲρντ, τὸν ὁποῖον διατηροῦν αἱ Ἡνωμέναι Πολιτεῖαι. Οἱ ἐπιστήμονες ἐξεδήλωσαν μεγάλην ἱκανοποίησιν. <box>403 769 641 861</box>
mad-subhead: ΠΡΟΚΑΛΕΙΤΑΙ ΑΠΟ ΣΚΩΛΗΚΑ <box>1408 1442 1552 1454</box>
tv-headline: Προσθεῖται ἡ ἐγκατάστασις ἐθνικοῦ δικτύου τηλοψίας <box>1178 830 1576 888</box>
feat-headline: ΑΠΙΣΤΕΥΤΟΣ ΑΘΛΟΣ <box>844 1746 963 1761</box>
street-map <box>415 138 1143 567</box>
reuter-kicker: ΚΑΤΑ ΠΛΗΡΟΦΟΡΙΑΣ ΤΟΥ «ΡΩΫΤΕΡ» <box>1252 807 1503 823</box>
heart-body: ΣΙΚΑΓΟΝ, 12. (Ἀσ. Πρές).— Εἰς τὸ συνέδριον τῶν ἰατρῶν ἀνεκοινώθη ὅτι ὑπάρχει ἄμεσος σχέσις μεταξὺ τοῦ ἀλκοολισμοῦ καὶ τῶν βλαβῶν τοῦ ἐγκεφάλου. Αἱ ἔρευναι ἔδειξαν ὅτι ἡ συστηματικὴ χρῆσις οἰνοπνεύματος προκαλεῖ ἀλλοιώσεις εἰς τὰ ἐγκεφαλικὰ κύτταρα. Ἐπίσης ἀνεκοινώθησαν νέα φάρμακα κατὰ τῆς ἀρθρίτιδος, τὰ ὁποῖα ἔδωσαν ἐνθαρρυντικὰ ἀποτελέσματα εἰς τὰς πρώτας δοκιμάς. <box>403 965 641 1045</box>
murders-body: ΦΙΛΑΔΕΛΦΕΙΑ, 12. (Ἀσ. Πρές).— Κατὰ τὸ λῆξαν ἔτος ἐξεδιαγεύθησαν εἰς τὰς Ἡνωμένας Πολιτείας 8.109 δολοφονίαι. Ὁ ἀριθμὸς αὐτὸς εἶναι ὁ μεγαλύτερος τῆς τελευταίας δεκαετίας, ἀναφέρει ἡ ἐτησία ἔκθεσις τοῦ FBI. <box>1379 1005 1582 1061</box>
lead-kicker: Ὅπως εζήτησεν ὁ εἰσαγγελεύς <box>1214 64 1462 82</box>
divider <box>992 986 1156 987</box>
divider <box>1379 438 1582 439</box>
divider <box>1172 1854 1582 1856</box>
surprise-body: Σ ΗΜΑΝΤΙΚΑ, ἐξ ἄλλου, ὑπῆρξαν τὰ ἀποτελέσματα τοῦ αἰφνιδιασμοῦ. Οἱ Γερμανοὶ ἐπίστευον ὅτι ἡ ἀπόβασις θὰ ἐγίνετο εἰς τὸ Καλαί. Αἱ ἐφεδρεῖαι των δὲν εἰσῆλθον ἐγκαίρως εἰς τὸν ἀγῶνα. <box>992 1761 1157 1830</box>
murders-headline: 8.109 ΔΟΛΟΦΟΝΙΑΙ ΕΞΕΔΙΑΓΕΥΘΗΣΑΝ ΕΙΣ ΗΝ. ΠΟΛΙΤΕΙΑΣ <box>1402 945 1558 988</box>
murders-subhead: ΚΑΤΑ ΤΟ ΛΗΞΑΝ ΕΤΟΣ <box>1425 990 1535 1002</box>
signature: ΣΠ. ΓΡΑΝΙΤΣΑΣ <box>305 878 378 889</box>
austrian-headline: Ἐφόνευσε τὰ τρία τέκνα του καὶ ἐν συνεχείᾳ τὴν σύζυγον <box>1199 1592 1555 1648</box>
eec-article <box>650 710 985 944</box>
tv-body: ΑΘΗΝΑΙ, 12.— Εἰς τὸ ὑπ' ἀριθ. 61/1967 τῆς 28ης Δεκεμβρίου 1967 ἐκδοθὲν ὑπὸ τοῦ ὑπουργοῦ Προεδρίας τῆς Κυβερνήσεως ἀνακοινωθὲν ἀναφέρεται ὅτι προκηρύσσεται διεθνὴς διαγωνισμὸς διὰ τὴν προμήθειαν τοῦ ὑλικοῦ ἐθνικοῦ δικτύου τηλοψίας. Κατὰ τὰς πληροφορίας τοῦ Ρώυτερ, τὸ δίκτυον θὰ περιλαμβάνῃ ἑπτὰ σταθμοὺς πομποὺς εἰς διάφορα σημεῖα τῆς χώρας, ὥστε νὰ καλυφθῇ τὸ σύνολον σχεδὸν τῆς ἑλληνικῆς ἐπικρατείας. Ἡ δαπάνη ὑπολογίζεται εἰς 30.000.000 δολλάρια. Ὁ διαγωνισμὸς θὰ διεξαχθῇ ἐντὸς τοῦ πρώτου τριμήνου τοῦ τρέχοντος ἔτους καὶ εἰς αὐτὸν θὰ δύνανται νὰ λάβουν μέρος οἶκοι ἐξ ὅλων τῶν χωρῶν. Τὸ ἔργον θὰ ἐκτελεσθῇ ὑπὸ τὴν ἐποπτείαν τοῦ Ἐθνικοῦ Ἱδρύματος Ραδιοφωνίας, τὸ ὁποῖον θὰ ἀναλάβῃ καὶ τὴν λειτουργίαν τοῦ δικτύου. Αἱ πρῶται τηλεοπτικαὶ ἐκπομπαὶ ἀναμένεται νὰ ἀρχίσουν ἐντὸς τοῦ 1968 ἀπὸ τὸν σταθμὸν τῶν Ἀθηνῶν, ἐνῷ ἀκολούθως θὰ λειτουργήσουν οἱ σταθμοὶ τῆς Θεσσαλονίκης, τῶν Πατρῶν καὶ τῆς Κρήτης. Εἰς τὸν διαγωνισμὸν ἐκδήλωσαν ἤδη ἐνδιαφέρον ἀμερικανικοί, βρεταννικοί, γαλλικοὶ καὶ γερμανικοὶ οἶκοι. <box>1172 946 1371 1255</box>
